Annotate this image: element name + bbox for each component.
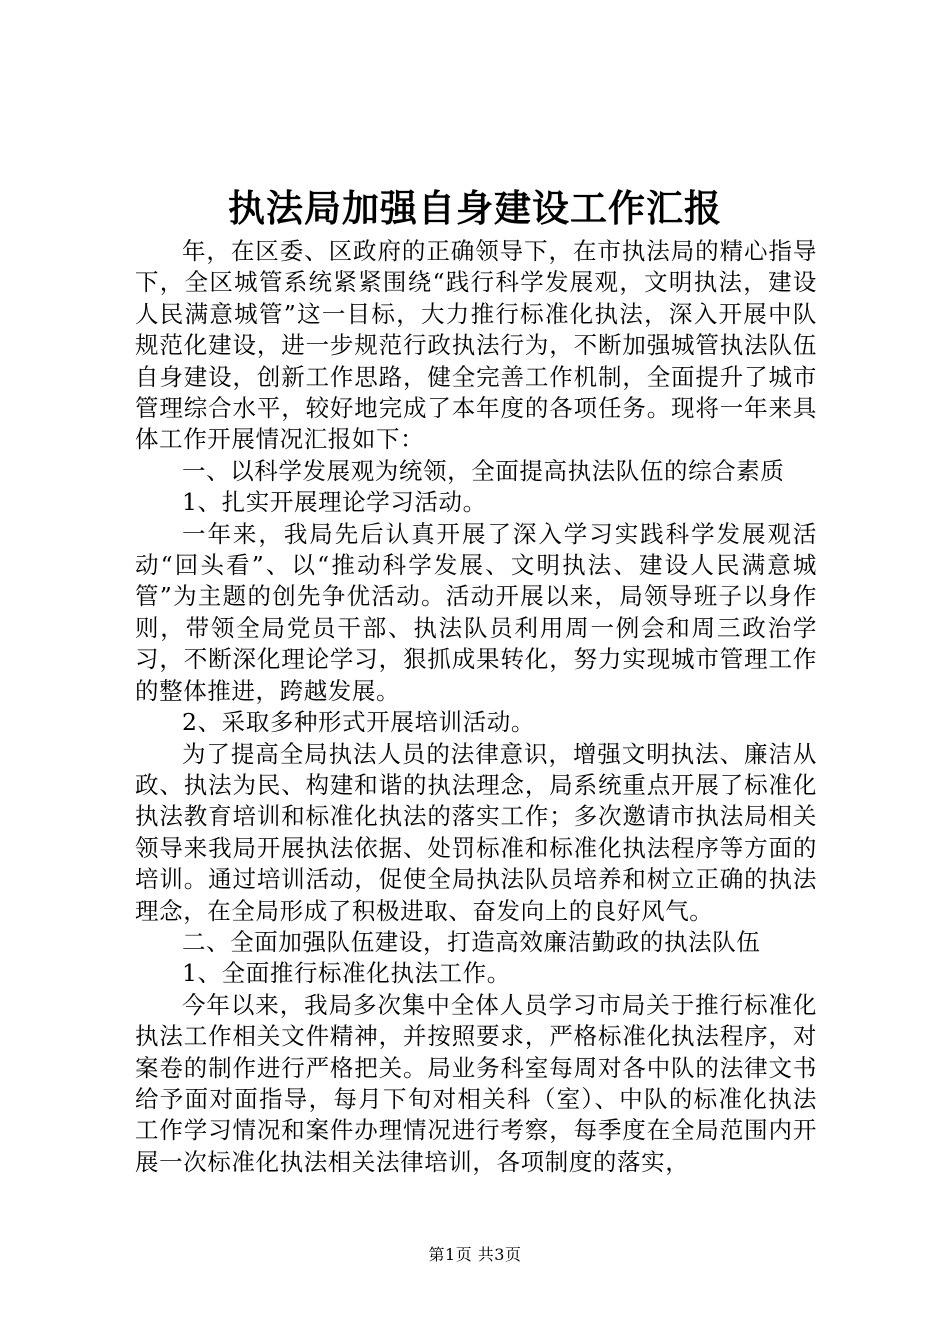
subheading-2-1: 1、全面推行标准化执法工作。: [182, 959, 511, 988]
subheading-1-2: 2、采取多种形式开展培训活动。: [182, 708, 535, 737]
paragraph-1-1: 一年来，我局先后认真开展了深入学习实践科学发展观活动“回头看”、以“推动科学发展、文明执法、建设人民满意城管”为主题的创先争优活动。活动开展以来，局领导班子以身作则，带领全局党员干部、执法队员利用周一例会和周三政治学习，不断深化理论学习，狠抓成果转化，努力实现城市管理工作的整体推进，跨越发展。: [135, 519, 817, 705]
document-title: 执法局加强自身建设工作汇报: [228, 187, 722, 230]
document-body: [135, 236, 817, 1178]
paragraph-1-2: 为了提高全局执法人员的法律意识，增强文明执法、廉洁从政、执法为民、构建和谐的执法理念，局系统重点开展了标准化执法教育培训和标准化执法的落实工作；多次邀请市执法局相关领导来我局开展执法依据、处罚标准和标准化执法程序等方面的培训。通过培训活动，促使全局执法队员培养和树立正确的执法理念，在全局形成了积极进取、奋发向上的良好风气。: [135, 739, 817, 925]
section-heading-1: 一、以科学发展观为统领，全面提高执法队伍的综合素质: [182, 456, 785, 485]
page-footer: 第1页 共3页: [428, 1245, 522, 1264]
subheading-1-1: 1、扎实开展理论学习活动。: [182, 488, 487, 517]
section-heading-2: 二、全面加强队伍建设，打造高效廉洁勤政的执法队伍: [182, 927, 761, 956]
paragraph-2-1: 今年以来，我局多次集中全体人员学习市局关于推行标准化执法工作相关文件精神，并按照要求，严格标准化执法程序，对案卷的制作进行严格把关。局业务科室每周对各中队的法律文书给予面对面指导，每月下旬对相关科（室）、中队的标准化执法工作学习情况和案件办理情况进行考察，每季度在全局范围内开展一次标准化执法相关法律培训，各项制度的落实，: [135, 990, 817, 1176]
paragraph-intro: 年，在区委、区政府的正确领导下，在市执法局的精心指导下，全区城管系统紧紧围绕“践行科学发展观，文明执法，建设人民满意城管”这一目标，大力推行标准化执法，深入开展中队规范化建设，进一步规范行政执法行为，不断加强城管执法队伍自身建设，创新工作思路，健全完善工作机制，全面提升了城市管理综合水平，较好地完成了本年度的各项任务。现将一年来具体工作开展情况汇报如下：: [135, 237, 817, 454]
